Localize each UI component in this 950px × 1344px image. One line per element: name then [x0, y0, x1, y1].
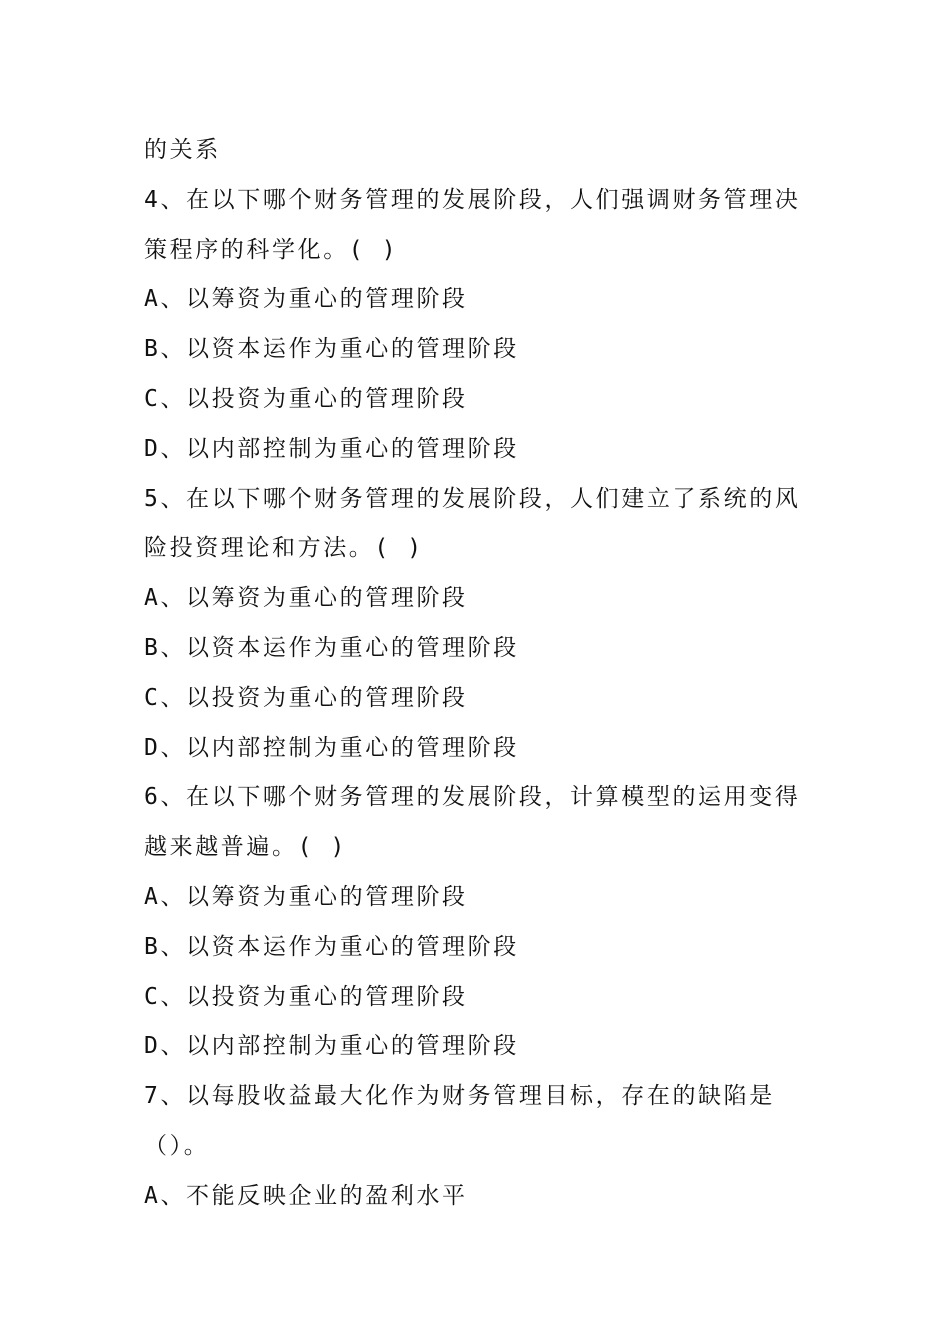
question-4-option-c: C、以投资为重心的管理阶段 [144, 385, 468, 412]
question-4-stem: 4、在以下哪个财务管理的发展阶段，人们强调财务管理决 [144, 186, 801, 213]
text-line-continuation: 的关系 [144, 137, 221, 163]
question-6-option-c: C、以投资为重心的管理阶段 [144, 983, 468, 1010]
question-4-option-d: D、以内部控制为重心的管理阶段 [144, 435, 519, 462]
document-page [144, 126, 824, 1222]
question-7-stem-cont: （）。 [144, 1132, 210, 1159]
question-4-option-a: A、以筹资为重心的管理阶段 [144, 286, 468, 313]
question-6-option-a: A、以筹资为重心的管理阶段 [144, 883, 468, 910]
question-6-stem-cont: 越来越普遍。( ) [144, 834, 347, 861]
question-5-option-b: B、以资本运作为重心的管理阶段 [144, 634, 519, 661]
question-5-option-a: A、以筹资为重心的管理阶段 [144, 585, 468, 612]
question-6-option-d: D、以内部控制为重心的管理阶段 [144, 1033, 519, 1060]
question-6-stem: 6、在以下哪个财务管理的发展阶段，计算模型的运用变得 [144, 784, 801, 811]
question-7-stem: 7、以每股收益最大化作为财务管理目标，存在的缺陷是 [144, 1083, 775, 1110]
question-5-stem: 5、在以下哪个财务管理的发展阶段，人们建立了系统的风 [144, 485, 801, 512]
question-4-stem-cont: 策程序的科学化。( ) [144, 236, 399, 263]
question-5-stem-cont: 险投资理论和方法。( ) [144, 535, 424, 562]
question-4-option-b: B、以资本运作为重心的管理阶段 [144, 336, 519, 363]
question-5-option-c: C、以投资为重心的管理阶段 [144, 684, 468, 711]
question-7-option-a: A、不能反映企业的盈利水平 [144, 1182, 468, 1209]
question-6-option-b: B、以资本运作为重心的管理阶段 [144, 933, 519, 960]
question-5-option-d: D、以内部控制为重心的管理阶段 [144, 734, 519, 761]
